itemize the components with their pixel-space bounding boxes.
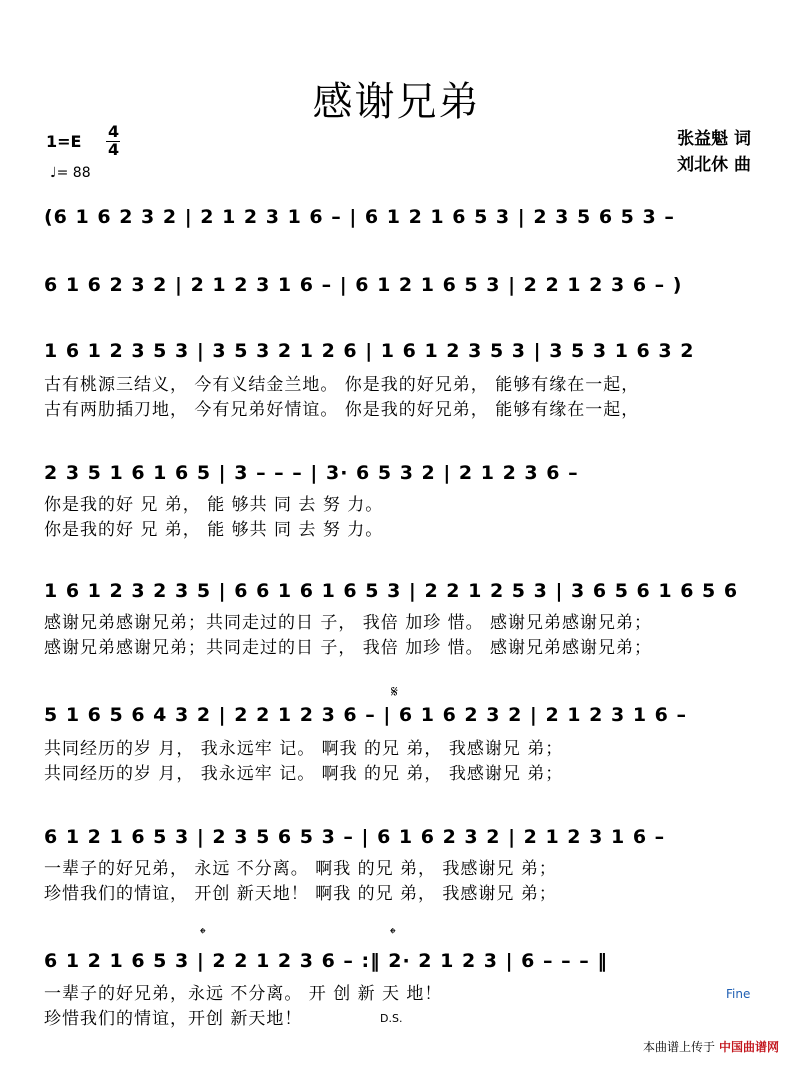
notes-line: 6 1 6 2 3 2 | 2 1 2 3 1 6 – | 6 1 2 1 6 5 3 | 2 2 1 2 3 6 – ) [44, 274, 683, 296]
lyric-line-1: 古有桃源三结义， 今有义结金兰地。 你是我的好兄弟， 能够有缘在一起， [44, 375, 640, 395]
lyric-line-2: 共同经历的岁 月， 我永远牢 记。 啊我 的兄 弟， 我感谢兄 弟； [44, 764, 564, 784]
lyric-line-1: 感谢兄弟感谢兄弟；共同走过的日 子， 我倍 加珍 惜。 感谢兄弟感谢兄弟； [44, 613, 653, 633]
notes-line: 1 6 1 2 3 2 3 5 | 6 6 1 6 1 6 5 3 | 2 2 1 2 5 3 | 3 6 5 6 1 6 5 6 [44, 580, 739, 602]
lyric-line-2: 珍惜我们的情谊，开创 新天地！ [44, 1009, 303, 1029]
fine-marking: Fine [726, 987, 751, 1001]
key-signature: 1=E [46, 132, 82, 151]
coda-sign: 𝄌 [390, 924, 396, 943]
footer [643, 1038, 779, 1055]
segno-sign: 𝄋 [391, 682, 398, 701]
page-title: 感谢兄弟 [312, 79, 481, 125]
notes-line: 6 1 2 1 6 5 3 | 2 3 5 6 5 3 – | 6 1 6 2 3 2 | 2 1 2 3 1 6 – [44, 826, 666, 848]
coda-sign: 𝄌 [200, 924, 206, 943]
footer-text: 本曲谱上传于 [642, 1040, 715, 1054]
lyric-line-2: 古有两肋插刀地， 今有兄弟好情谊。 你是我的好兄弟， 能够有缘在一起， [44, 400, 640, 420]
lyric-line-1: 一辈子的好兄弟， 永远 不分离。 啊我 的兄 弟， 我感谢兄 弟； [44, 859, 557, 879]
site-logo[interactable]: 中国曲谱网 [718, 1040, 779, 1054]
lyric-line-1: 共同经历的岁 月， 我永远牢 记。 啊我 的兄 弟， 我感谢兄 弟； [44, 739, 564, 759]
lyric-line-2: 感谢兄弟感谢兄弟；共同走过的日 子， 我倍 加珍 惜。 感谢兄弟感谢兄弟； [44, 638, 653, 658]
notes-line: 5 1 6 5 6 4 3 2 | 2 2 1 2 3 6 – | 6 1 6 2 3 2 | 2 1 2 3 1 6 – [44, 704, 687, 726]
notes-line: 1 6 1 2 3 5 3 | 3 5 3 2 1 2 6 | 1 6 1 2 3 5 3 | 3 5 3 1 6 3 2 [44, 340, 695, 362]
lyric-line-1: 你是我的好 兄 弟， 能 够共 同 去 努 力。 [44, 495, 384, 515]
lyric-line-2: 珍惜我们的情谊， 开创 新天地！ 啊我 的兄 弟， 我感谢兄 弟； [44, 884, 557, 904]
notes-line: (6 1 6 2 3 2 | 2 1 2 3 1 6 – | 6 1 2 1 6 5 3 | 2 3 5 6 5 3 – [44, 206, 675, 228]
tempo-marking: ♩= 88 [50, 165, 91, 181]
lyric-line-1: 一辈子的好兄弟，永远 不分离。 开 创 新 天 地！ [44, 984, 443, 1004]
notes-line: 2 3 5 1 6 1 6 5 | 3 – – – | 3· 6 5 3 2 | 2 1 2 3 6 – [44, 462, 579, 484]
composer-credit: 刘北休 曲 [677, 155, 751, 175]
ds-marking: D.S. [380, 1012, 403, 1025]
lyricist-credit: 张益魁 词 [677, 129, 751, 149]
notes-line: 6 1 2 1 6 5 3 | 2 2 1 2 3 6 – :‖ 2· 2 1 2 3 | 6 – – – ‖ [44, 950, 608, 972]
time-signature-top: 4 [108, 122, 120, 141]
time-signature-bottom: 4 [108, 140, 120, 159]
lyric-line-2: 你是我的好 兄 弟， 能 够共 同 去 努 力。 [44, 520, 384, 540]
